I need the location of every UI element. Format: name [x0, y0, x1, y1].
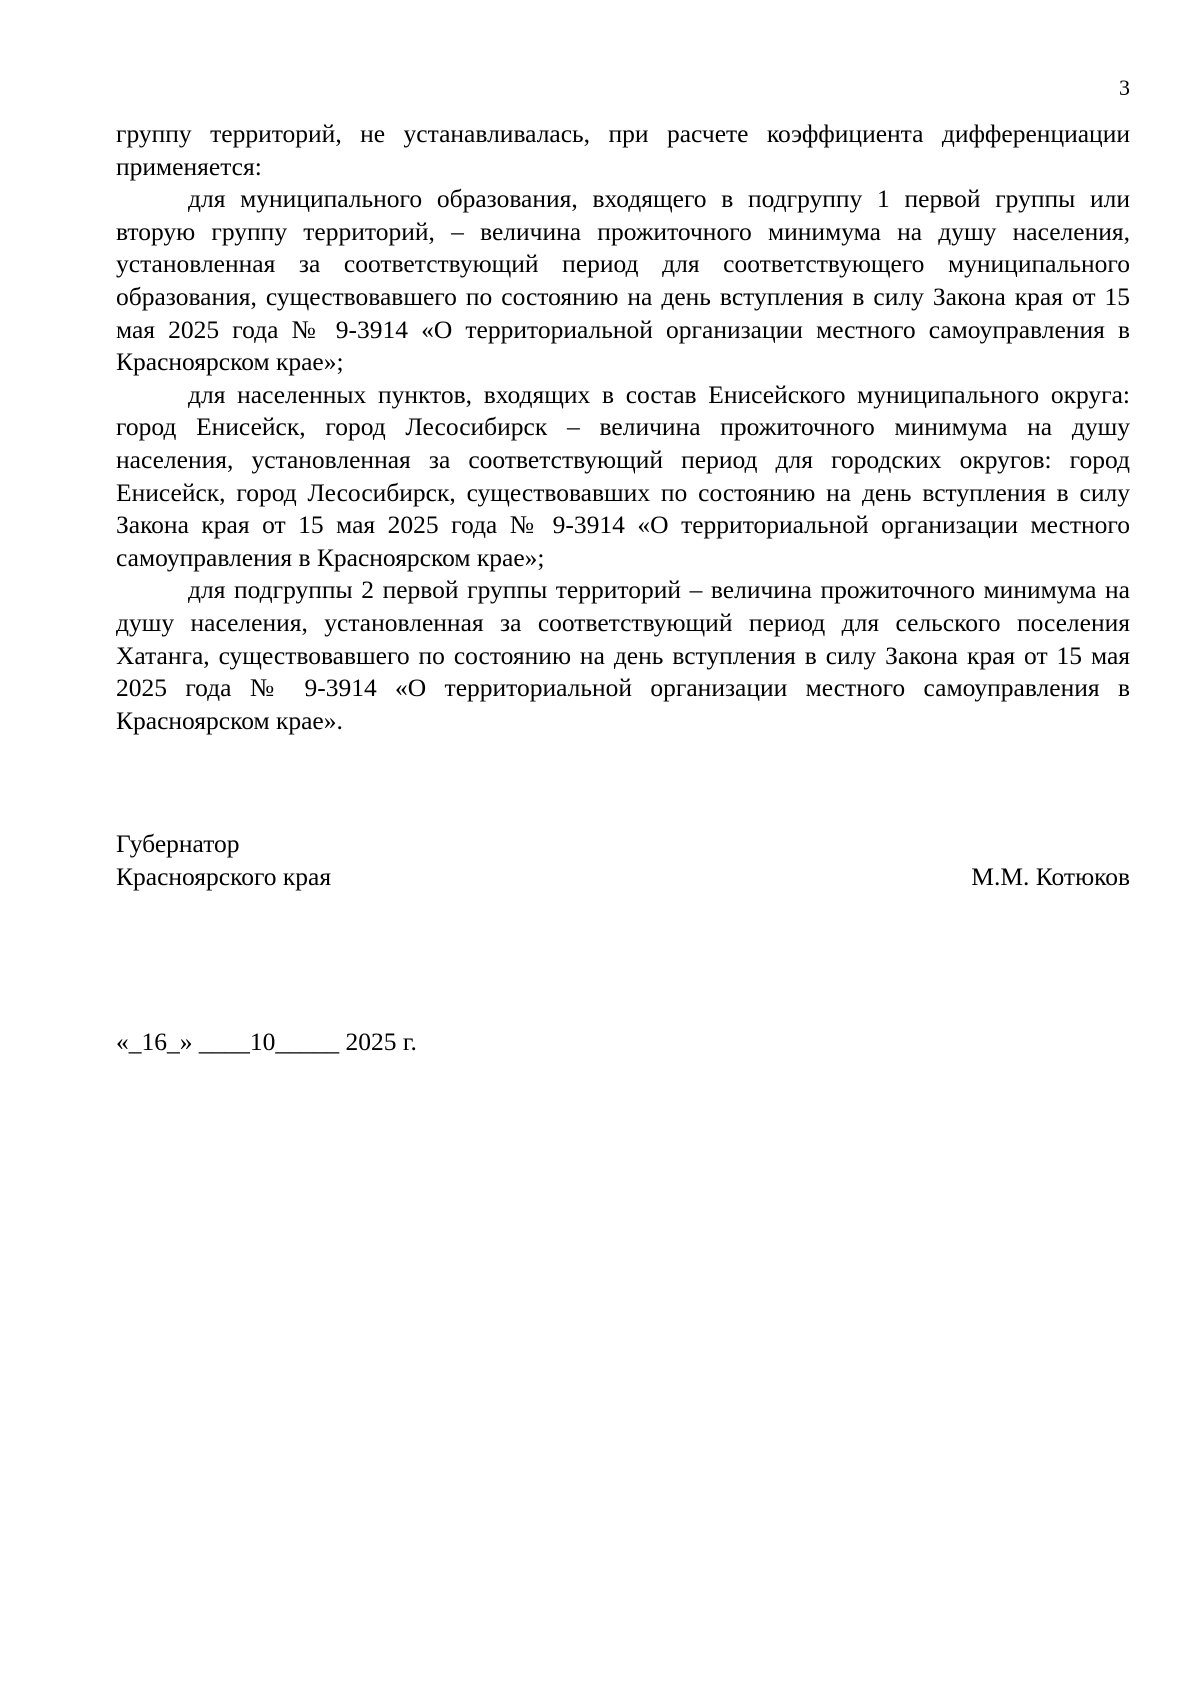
- signatory-region: Красноярского края: [116, 861, 332, 891]
- page-number: 3: [1119, 75, 1130, 100]
- paragraph-2: для муниципального образования, входящего в подгруппу 1 первой группы или вторую группу территорий, – величина прожиточного минимума на душу населения, установленная за соответствующий период для соответствующего муниципального образования, существовавшего по состоянию на день вступления в силу Закона края от 15 мая 2025 года № 9-3914 «О территориальной организации местного самоуправления в Красноярском крае»;: [116, 184, 1130, 377]
- document-date: «_16_» ____10_____ 2025 г.: [116, 1027, 417, 1056]
- paragraph-4: для подгруппы 2 первой группы территорий – величина прожиточного минимума на душу населения, установленная за соответствующий период для сельского поселения Хатанга, существовавшего по состоянию на день вступления в силу Закона края от 15 мая 2025 года № 9-3914 «О территориальной организации местного самоуправления в Красноярском крае».: [116, 575, 1130, 735]
- signature-block: [116, 828, 1130, 893]
- signatory-title: Губернатор: [116, 829, 240, 858]
- document-body: [116, 118, 1130, 737]
- signature-row: [116, 861, 1130, 894]
- paragraph-1: группу территорий, не устанавливалась, при расчете коэффициента дифференциации применяется:: [116, 119, 1130, 181]
- paragraph-3: для населенных пунктов, входящих в состав Енисейского муниципального округа: город Енисейск, город Лесосибирск – величина прожиточного минимума на душу населения, установленная за соответствующий период для городских округов: город Енисейск, город Лесосибирск, существовавших по состоянию на день вступления в силу Закона края от 15 мая 2025 года № 9-3914 «О территориальной организации местного самоуправления в Красноярском крае»;: [116, 379, 1130, 572]
- signatory-name: М.М. Котюков: [971, 861, 1130, 891]
